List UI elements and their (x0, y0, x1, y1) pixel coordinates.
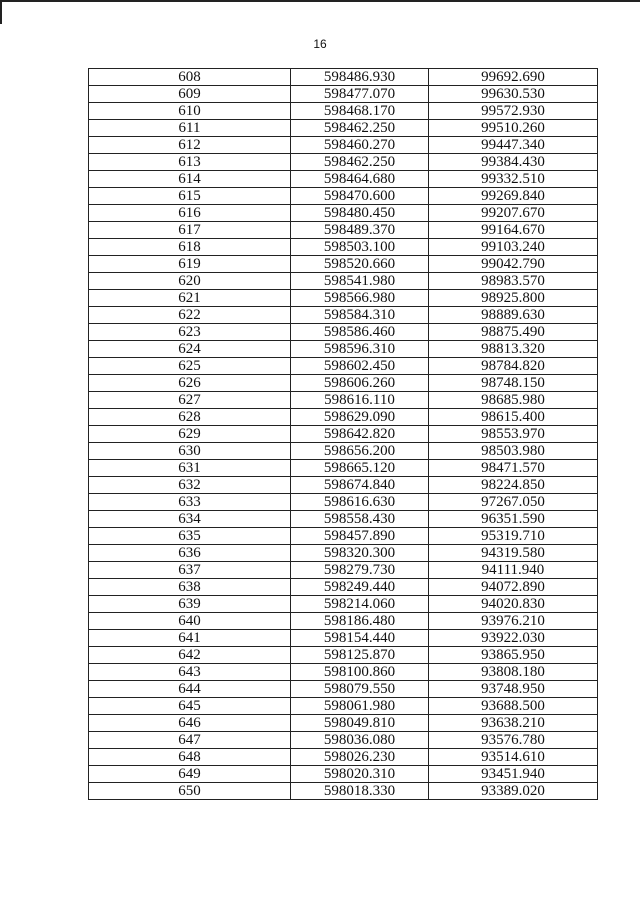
x-coordinate-cell: 598464.680 (291, 171, 429, 188)
point-number-cell: 631 (89, 460, 291, 477)
table-row (89, 69, 598, 86)
y-coordinate-cell: 94111.940 (429, 562, 598, 579)
table-row (89, 222, 598, 239)
point-number-cell: 634 (89, 511, 291, 528)
point-number-cell: 615 (89, 188, 291, 205)
table-row (89, 766, 598, 783)
scan-edge-left (0, 0, 2, 24)
x-coordinate-cell: 598049.810 (291, 715, 429, 732)
table-row (89, 698, 598, 715)
table-row (89, 715, 598, 732)
y-coordinate-cell: 98889.630 (429, 307, 598, 324)
table-row (89, 426, 598, 443)
table-row (89, 443, 598, 460)
y-coordinate-cell: 93922.030 (429, 630, 598, 647)
point-number-cell: 621 (89, 290, 291, 307)
y-coordinate-cell: 98503.980 (429, 443, 598, 460)
table-row (89, 409, 598, 426)
x-coordinate-cell: 598214.060 (291, 596, 429, 613)
x-coordinate-cell: 598642.820 (291, 426, 429, 443)
y-coordinate-cell: 94319.580 (429, 545, 598, 562)
x-coordinate-cell: 598186.480 (291, 613, 429, 630)
point-number-cell: 627 (89, 392, 291, 409)
point-number-cell: 630 (89, 443, 291, 460)
page-number: 16 (313, 37, 327, 51)
x-coordinate-cell: 598468.170 (291, 103, 429, 120)
table-row (89, 630, 598, 647)
table-row (89, 171, 598, 188)
x-coordinate-cell: 598665.120 (291, 460, 429, 477)
point-number-cell: 633 (89, 494, 291, 511)
point-number-cell: 650 (89, 783, 291, 800)
table-row (89, 256, 598, 273)
y-coordinate-cell: 99447.340 (429, 137, 598, 154)
table-row (89, 477, 598, 494)
point-number-cell: 638 (89, 579, 291, 596)
x-coordinate-cell: 598249.440 (291, 579, 429, 596)
table-row (89, 205, 598, 222)
coordinates-table-body (89, 69, 598, 800)
x-coordinate-cell: 598674.840 (291, 477, 429, 494)
y-coordinate-cell: 95319.710 (429, 528, 598, 545)
point-number-cell: 629 (89, 426, 291, 443)
scan-edge-top (0, 0, 640, 2)
x-coordinate-cell: 598100.860 (291, 664, 429, 681)
y-coordinate-cell: 99103.240 (429, 239, 598, 256)
y-coordinate-cell: 94020.830 (429, 596, 598, 613)
x-coordinate-cell: 598489.370 (291, 222, 429, 239)
table-row (89, 562, 598, 579)
y-coordinate-cell: 98925.800 (429, 290, 598, 307)
point-number-cell: 619 (89, 256, 291, 273)
x-coordinate-cell: 598629.090 (291, 409, 429, 426)
x-coordinate-cell: 598480.450 (291, 205, 429, 222)
x-coordinate-cell: 598154.440 (291, 630, 429, 647)
table-row (89, 392, 598, 409)
x-coordinate-cell: 598462.250 (291, 120, 429, 137)
table-row (89, 307, 598, 324)
x-coordinate-cell: 598616.630 (291, 494, 429, 511)
table-row (89, 613, 598, 630)
point-number-cell: 609 (89, 86, 291, 103)
point-number-cell: 620 (89, 273, 291, 290)
y-coordinate-cell: 93389.020 (429, 783, 598, 800)
y-coordinate-cell: 99630.530 (429, 86, 598, 103)
y-coordinate-cell: 93808.180 (429, 664, 598, 681)
y-coordinate-cell: 93638.210 (429, 715, 598, 732)
table-row (89, 528, 598, 545)
table-row (89, 783, 598, 800)
y-coordinate-cell: 99207.670 (429, 205, 598, 222)
table-row (89, 579, 598, 596)
x-coordinate-cell: 598520.660 (291, 256, 429, 273)
y-coordinate-cell: 99269.840 (429, 188, 598, 205)
point-number-cell: 645 (89, 698, 291, 715)
point-number-cell: 632 (89, 477, 291, 494)
y-coordinate-cell: 98983.570 (429, 273, 598, 290)
x-coordinate-cell: 598566.980 (291, 290, 429, 307)
x-coordinate-cell: 598020.310 (291, 766, 429, 783)
table-row (89, 375, 598, 392)
point-number-cell: 643 (89, 664, 291, 681)
point-number-cell: 639 (89, 596, 291, 613)
table-row (89, 460, 598, 477)
y-coordinate-cell: 96351.590 (429, 511, 598, 528)
table-row (89, 732, 598, 749)
x-coordinate-cell: 598584.310 (291, 307, 429, 324)
y-coordinate-cell: 93748.950 (429, 681, 598, 698)
table-row (89, 290, 598, 307)
table-row (89, 239, 598, 256)
table-row (89, 137, 598, 154)
point-number-cell: 625 (89, 358, 291, 375)
point-number-cell: 618 (89, 239, 291, 256)
point-number-cell: 644 (89, 681, 291, 698)
point-number-cell: 613 (89, 154, 291, 171)
x-coordinate-cell: 598061.980 (291, 698, 429, 715)
x-coordinate-cell: 598460.270 (291, 137, 429, 154)
point-number-cell: 623 (89, 324, 291, 341)
x-coordinate-cell: 598541.980 (291, 273, 429, 290)
x-coordinate-cell: 598606.260 (291, 375, 429, 392)
table-row (89, 494, 598, 511)
y-coordinate-cell: 99510.260 (429, 120, 598, 137)
table-row (89, 358, 598, 375)
x-coordinate-cell: 598026.230 (291, 749, 429, 766)
point-number-cell: 624 (89, 341, 291, 358)
coordinates-table (88, 68, 598, 800)
x-coordinate-cell: 598503.100 (291, 239, 429, 256)
x-coordinate-cell: 598558.430 (291, 511, 429, 528)
x-coordinate-cell: 598596.310 (291, 341, 429, 358)
point-number-cell: 610 (89, 103, 291, 120)
x-coordinate-cell: 598470.600 (291, 188, 429, 205)
x-coordinate-cell: 598486.930 (291, 69, 429, 86)
y-coordinate-cell: 98784.820 (429, 358, 598, 375)
x-coordinate-cell: 598079.550 (291, 681, 429, 698)
x-coordinate-cell: 598457.890 (291, 528, 429, 545)
table-row (89, 324, 598, 341)
table-row (89, 545, 598, 562)
y-coordinate-cell: 99572.930 (429, 103, 598, 120)
y-coordinate-cell: 98553.970 (429, 426, 598, 443)
y-coordinate-cell: 99332.510 (429, 171, 598, 188)
point-number-cell: 642 (89, 647, 291, 664)
point-number-cell: 617 (89, 222, 291, 239)
point-number-cell: 628 (89, 409, 291, 426)
point-number-cell: 647 (89, 732, 291, 749)
y-coordinate-cell: 93976.210 (429, 613, 598, 630)
table-row (89, 647, 598, 664)
y-coordinate-cell: 98685.980 (429, 392, 598, 409)
table-row (89, 86, 598, 103)
table-row (89, 120, 598, 137)
y-coordinate-cell: 99692.690 (429, 69, 598, 86)
point-number-cell: 614 (89, 171, 291, 188)
table-row (89, 681, 598, 698)
point-number-cell: 635 (89, 528, 291, 545)
point-number-cell: 622 (89, 307, 291, 324)
table-row (89, 154, 598, 171)
table-row (89, 103, 598, 120)
y-coordinate-cell: 93865.950 (429, 647, 598, 664)
y-coordinate-cell: 93576.780 (429, 732, 598, 749)
point-number-cell: 608 (89, 69, 291, 86)
y-coordinate-cell: 93451.940 (429, 766, 598, 783)
x-coordinate-cell: 598586.460 (291, 324, 429, 341)
table-row (89, 273, 598, 290)
x-coordinate-cell: 598125.870 (291, 647, 429, 664)
y-coordinate-cell: 93688.500 (429, 698, 598, 715)
table-row (89, 664, 598, 681)
x-coordinate-cell: 598036.080 (291, 732, 429, 749)
y-coordinate-cell: 98875.490 (429, 324, 598, 341)
x-coordinate-cell: 598656.200 (291, 443, 429, 460)
point-number-cell: 640 (89, 613, 291, 630)
point-number-cell: 616 (89, 205, 291, 222)
point-number-cell: 649 (89, 766, 291, 783)
x-coordinate-cell: 598477.070 (291, 86, 429, 103)
table-row (89, 511, 598, 528)
y-coordinate-cell: 98813.320 (429, 341, 598, 358)
x-coordinate-cell: 598616.110 (291, 392, 429, 409)
table-row (89, 749, 598, 766)
table-row (89, 188, 598, 205)
point-number-cell: 636 (89, 545, 291, 562)
y-coordinate-cell: 98748.150 (429, 375, 598, 392)
y-coordinate-cell: 98224.850 (429, 477, 598, 494)
x-coordinate-cell: 598320.300 (291, 545, 429, 562)
y-coordinate-cell: 99384.430 (429, 154, 598, 171)
point-number-cell: 637 (89, 562, 291, 579)
point-number-cell: 646 (89, 715, 291, 732)
point-number-cell: 648 (89, 749, 291, 766)
x-coordinate-cell: 598018.330 (291, 783, 429, 800)
point-number-cell: 611 (89, 120, 291, 137)
point-number-cell: 641 (89, 630, 291, 647)
y-coordinate-cell: 93514.610 (429, 749, 598, 766)
y-coordinate-cell: 97267.050 (429, 494, 598, 511)
y-coordinate-cell: 94072.890 (429, 579, 598, 596)
point-number-cell: 626 (89, 375, 291, 392)
point-number-cell: 612 (89, 137, 291, 154)
y-coordinate-cell: 99164.670 (429, 222, 598, 239)
x-coordinate-cell: 598279.730 (291, 562, 429, 579)
y-coordinate-cell: 98471.570 (429, 460, 598, 477)
y-coordinate-cell: 98615.400 (429, 409, 598, 426)
table-row (89, 596, 598, 613)
x-coordinate-cell: 598602.450 (291, 358, 429, 375)
x-coordinate-cell: 598462.250 (291, 154, 429, 171)
y-coordinate-cell: 99042.790 (429, 256, 598, 273)
table-row (89, 341, 598, 358)
